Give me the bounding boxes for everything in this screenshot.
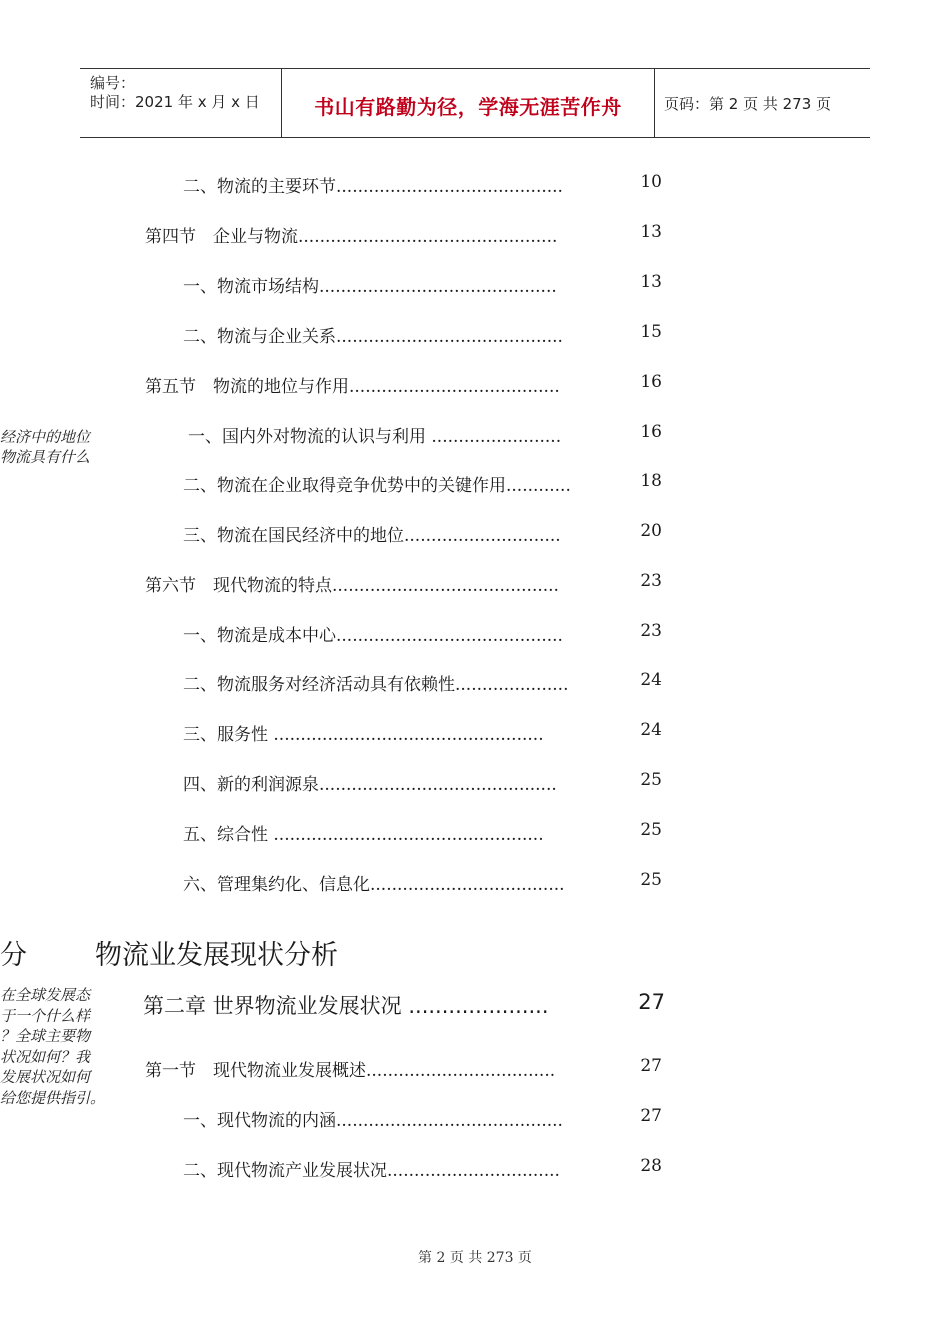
toc-entry-title: 二、现代物流产业发展状况................................	[183, 1161, 560, 1181]
margin-note	[0, 985, 105, 1108]
page-footer: 第 2 页 共 273 页	[418, 1250, 532, 1266]
toc-entry-title: 四、新的利润源泉............................................	[183, 775, 557, 795]
toc-entry-page: 23	[640, 571, 662, 591]
toc-entry-page: 13	[640, 272, 662, 292]
toc-chapter-page: 27	[638, 990, 665, 1014]
toc-entry-page: 24	[640, 670, 662, 690]
header-motto-cell	[282, 69, 655, 137]
toc-entry-page: 20	[640, 521, 662, 541]
toc-entry-title: 一、国内外对物流的认识与利用 ........................	[188, 427, 562, 447]
header-page-cell	[655, 69, 870, 137]
toc-entry-page: 25	[640, 770, 662, 790]
margin-note-line: 在全球发展态	[0, 986, 91, 1004]
toc-entry-title: 第一节 现代物流业发展概述...................................	[145, 1061, 556, 1081]
margin-note-line: 发展状况如何	[0, 1068, 91, 1086]
toc-entry-page: 16	[640, 422, 662, 442]
header-meta-cell	[80, 69, 282, 137]
header-motto: 书山有路勤为径，学海无涯苦作舟	[314, 95, 622, 119]
toc-entry-title: 一、现代物流的内涵..........................................	[183, 1111, 563, 1131]
document-date-label: 时间：2021 年 x 月 x 日	[90, 93, 260, 111]
margin-note	[0, 427, 90, 467]
toc-entry-title: 三、物流在国民经济中的地位.............................	[183, 526, 561, 546]
margin-note-line: ？全球主要物	[0, 1027, 91, 1045]
toc-entry-title: 一、物流是成本中心..........................................	[183, 626, 563, 646]
margin-note-line: 状况如何？我	[0, 1047, 91, 1066]
part-heading-prefix: 分	[0, 940, 27, 971]
toc-entry-title: 第四节 企业与物流................................................	[145, 227, 558, 247]
toc-entry-page: 24	[640, 720, 662, 740]
toc-entry-title: 二、物流的主要环节..........................................	[183, 177, 563, 197]
toc-entry-page: 16	[640, 372, 662, 392]
toc-entry-title: 第五节 物流的地位与作用.......................................	[145, 377, 560, 397]
toc-entry-page: 10	[640, 172, 662, 192]
document-number-label: 编号：	[90, 74, 136, 92]
toc-entry-page: 27	[640, 1106, 662, 1126]
toc-entry-page: 25	[640, 820, 662, 840]
toc-entry-page: 25	[640, 870, 662, 890]
toc-entry-title: 五、综合性 ..................................................	[183, 825, 544, 845]
toc-entry-page: 13	[640, 222, 662, 242]
toc-entry-title: 二、物流在企业取得竞争优势中的关键作用............	[183, 476, 571, 496]
toc-entry-title: 六、管理集约化、信息化....................................	[183, 875, 565, 895]
page-header	[80, 68, 870, 138]
margin-note-line: 于一个什么样	[0, 1006, 91, 1025]
toc-entry-title: 二、物流服务对经济活动具有依赖性.....................	[183, 675, 569, 695]
margin-note-line: 物流具有什么	[0, 448, 91, 466]
margin-note-line: 给您提供指引。	[0, 1088, 106, 1107]
toc-entry-title: 二、物流与企业关系..........................................	[183, 327, 563, 347]
header-page-info: 页码：第 2 页 共 273 页	[664, 95, 832, 113]
toc-entry-title: 第六节 现代物流的特点..........................................	[145, 576, 559, 596]
part-heading-title: 物流业发展现状分析	[95, 940, 338, 971]
toc-entry-page: 15	[640, 322, 662, 342]
toc-entry-title: 三、服务性 ..................................................	[183, 725, 544, 745]
toc-entry-page: 27	[640, 1056, 662, 1076]
margin-note-line: 经济中的地位	[0, 428, 91, 446]
toc-entry-title: 一、物流市场结构............................................	[183, 277, 557, 297]
toc-chapter-title: 第二章 世界物流业发展状况 .....................	[143, 994, 549, 1018]
toc-entry-page: 18	[640, 471, 662, 491]
toc-entry-page: 23	[640, 621, 662, 641]
toc-entry-page: 28	[640, 1156, 662, 1176]
